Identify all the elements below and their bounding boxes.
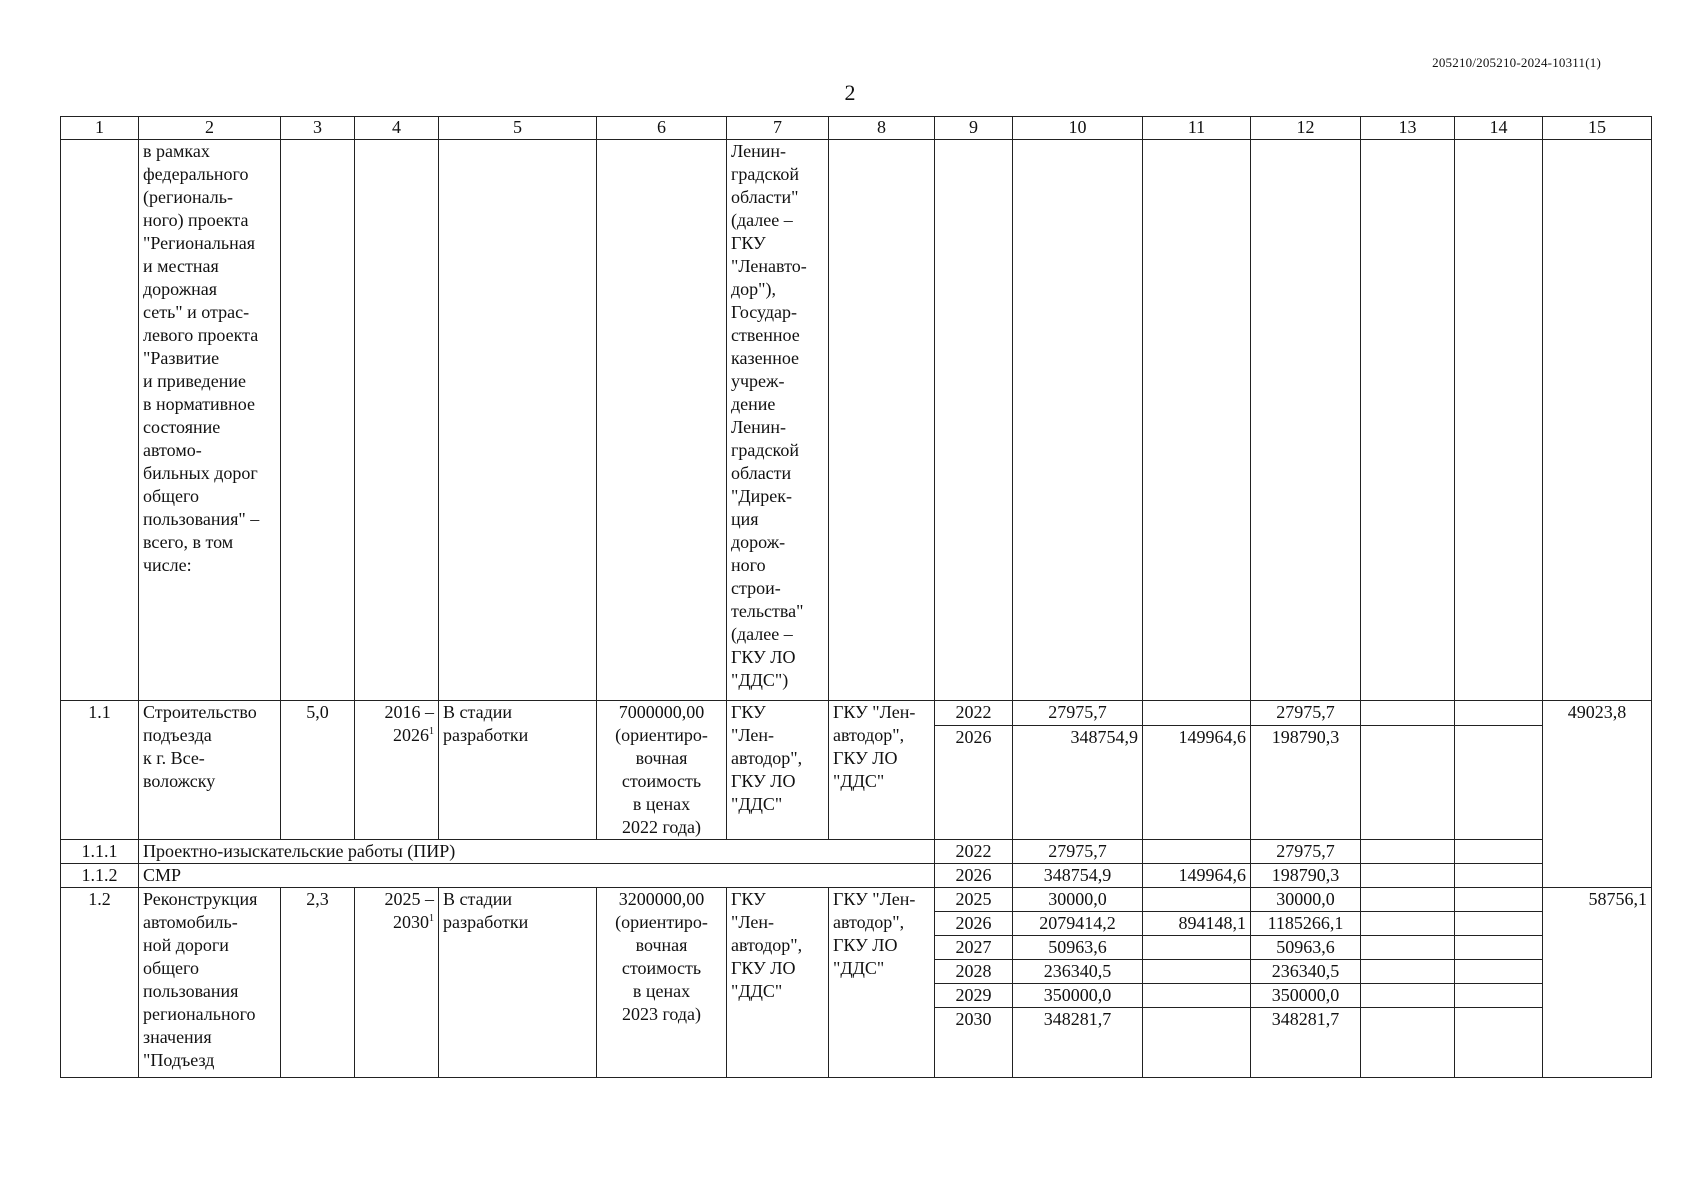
- object-name: Реконструкция автомобиль- ной дороги общего пользования регионального значения "Подъезд: [139, 888, 281, 1078]
- table-cell: [61, 140, 139, 701]
- column-number: 6: [597, 117, 727, 140]
- total-cell: 348754,9: [1013, 864, 1143, 888]
- period-start: 2016 –: [384, 702, 434, 722]
- table-row: [61, 701, 1652, 726]
- period-cell: [355, 888, 439, 1078]
- column-number-row: [61, 117, 1652, 140]
- regional-cell: 198790,3: [1251, 864, 1361, 888]
- table-cell: [1455, 888, 1543, 912]
- table-cell: [935, 140, 1013, 701]
- year-cell: 2026: [935, 864, 1013, 888]
- executor-cell: ГКУ "Лен- автодор", ГКУ ЛО "ДДС": [829, 888, 935, 1078]
- continuation-name-cell: в рамках федерального (региональ- ного) проекта "Региональная и местная дорожная сеть" и отрас- левого проекта "Развитие и приведение в нормативное состояние автомо- бильных дорог общего пользования" – всего, в том числе:: [139, 140, 281, 701]
- table-cell: [1361, 984, 1455, 1008]
- table-cell: [1455, 1008, 1543, 1078]
- customer-cell: ГКУ "Лен- автодор", ГКУ ЛО "ДДС": [727, 701, 829, 840]
- year-cell: 2022: [935, 840, 1013, 864]
- table-cell: [1455, 140, 1543, 701]
- column-number: 12: [1251, 117, 1361, 140]
- period-end: 2026: [393, 725, 429, 745]
- column-number: 1: [61, 117, 139, 140]
- year-cell: 2028: [935, 960, 1013, 984]
- table-cell: [1251, 140, 1361, 701]
- column-number: 8: [829, 117, 935, 140]
- column-number: 7: [727, 117, 829, 140]
- table-cell: [1455, 912, 1543, 936]
- column-number: 10: [1013, 117, 1143, 140]
- column-number: 2: [139, 117, 281, 140]
- table-cell: [1361, 864, 1455, 888]
- column-number: 13: [1361, 117, 1455, 140]
- object-name: Строительство подъезда к г. Все- воложску: [139, 701, 281, 840]
- total-cell: 50963,6: [1013, 936, 1143, 960]
- table-cell: [1455, 864, 1543, 888]
- length-cell: 2,3: [281, 888, 355, 1078]
- federal-cell: [1143, 840, 1251, 864]
- table-row-continuation: [61, 140, 1652, 701]
- table-cell: [1361, 960, 1455, 984]
- table-cell: [1455, 840, 1543, 864]
- regional-cell: 50963,6: [1251, 936, 1361, 960]
- regional-cell: 27975,7: [1251, 701, 1361, 726]
- row-number: 1.2: [61, 888, 139, 1078]
- stage-cell: В стадии разработки: [439, 701, 597, 840]
- executor-cell: ГКУ "Лен- автодор", ГКУ ЛО "ДДС": [829, 701, 935, 840]
- year-cell: 2025: [935, 888, 1013, 912]
- object-name: Проектно-изыскательские работы (ПИР): [139, 840, 935, 864]
- total-cell: 30000,0: [1013, 888, 1143, 912]
- regional-cell: 1185266,1: [1251, 912, 1361, 936]
- row-number: 1.1.1: [61, 840, 139, 864]
- col15-cell: 49023,8: [1543, 701, 1652, 888]
- table-cell: [1455, 725, 1543, 839]
- year-cell: 2026: [935, 912, 1013, 936]
- year-cell: 2027: [935, 936, 1013, 960]
- cost-cell: 7000000,00 (ориентиро- вочная стоимость в ценах 2022 года): [597, 701, 727, 840]
- table-cell: [1361, 840, 1455, 864]
- program-table: [60, 116, 1652, 1078]
- regional-cell: 348281,7: [1251, 1008, 1361, 1078]
- table-cell: [1543, 140, 1652, 701]
- object-name: СМР: [139, 864, 935, 888]
- table-cell: [1361, 936, 1455, 960]
- federal-cell: 149964,6: [1143, 864, 1251, 888]
- year-cell: 2029: [935, 984, 1013, 1008]
- total-cell: 236340,5: [1013, 960, 1143, 984]
- page-number: 2: [844, 80, 856, 105]
- regional-cell: 236340,5: [1251, 960, 1361, 984]
- row-number: 1.1: [61, 701, 139, 840]
- regional-cell: 350000,0: [1251, 984, 1361, 1008]
- federal-cell: 149964,6: [1143, 725, 1251, 839]
- table-cell: [1455, 936, 1543, 960]
- federal-cell: [1143, 701, 1251, 726]
- table-cell: [1455, 984, 1543, 1008]
- table-row: [61, 864, 1652, 888]
- column-number: 5: [439, 117, 597, 140]
- year-cell: 2026: [935, 725, 1013, 839]
- table-cell: [439, 140, 597, 701]
- total-cell: 2079414,2: [1013, 912, 1143, 936]
- col15-cell: 58756,1: [1543, 888, 1652, 1078]
- table-row: [61, 840, 1652, 864]
- total-cell: 348754,9: [1013, 725, 1143, 839]
- period-end: 2030: [393, 912, 429, 932]
- year-cell: 2030: [935, 1008, 1013, 1078]
- federal-cell: [1143, 960, 1251, 984]
- document-number: 205210/205210-2024-10311(1): [1432, 55, 1601, 70]
- table-cell: [1361, 1008, 1455, 1078]
- customer-cell: ГКУ "Лен- автодор", ГКУ ЛО "ДДС": [727, 888, 829, 1078]
- table-cell: [1361, 912, 1455, 936]
- table-cell: [281, 140, 355, 701]
- period-end-wrap: [359, 724, 434, 747]
- column-number: 3: [281, 117, 355, 140]
- regional-cell: 30000,0: [1251, 888, 1361, 912]
- table-cell: [1143, 140, 1251, 701]
- cost-cell: 3200000,00 (ориентиро- вочная стоимость в ценах 2023 года): [597, 888, 727, 1078]
- federal-cell: [1143, 936, 1251, 960]
- period-start: 2025 –: [384, 889, 434, 909]
- table-cell: [1361, 725, 1455, 839]
- stage-cell: В стадии разработки: [439, 888, 597, 1078]
- total-cell: 27975,7: [1013, 701, 1143, 726]
- column-number: 14: [1455, 117, 1543, 140]
- row-number: 1.1.2: [61, 864, 139, 888]
- column-number: 11: [1143, 117, 1251, 140]
- table-cell: [1455, 960, 1543, 984]
- continuation-customer-cell: Ленин- градской области" (далее – ГКУ "Ленавто- дор"), Государ- ственное казенное учреж- дение Ленин- градской области "Дирек- ция дорож- ного строи- тельства" (далее – ГКУ ЛО "ДДС"): [727, 140, 829, 701]
- period-end-wrap: [359, 911, 434, 934]
- footnote-mark: 1: [429, 726, 434, 737]
- total-cell: 27975,7: [1013, 840, 1143, 864]
- period-cell: [355, 701, 439, 840]
- table-cell: [355, 140, 439, 701]
- total-cell: 348281,7: [1013, 1008, 1143, 1078]
- federal-cell: [1143, 888, 1251, 912]
- federal-cell: 894148,1: [1143, 912, 1251, 936]
- federal-cell: [1143, 984, 1251, 1008]
- table-cell: [1361, 701, 1455, 726]
- column-number: 4: [355, 117, 439, 140]
- table-cell: [1361, 140, 1455, 701]
- column-number: 15: [1543, 117, 1652, 140]
- table-cell: [1455, 701, 1543, 726]
- length-cell: 5,0: [281, 701, 355, 840]
- year-cell: 2022: [935, 701, 1013, 726]
- federal-cell: [1143, 1008, 1251, 1078]
- regional-cell: 198790,3: [1251, 725, 1361, 839]
- table-cell: [597, 140, 727, 701]
- table-row: [61, 888, 1652, 912]
- table-cell: [829, 140, 935, 701]
- regional-cell: 27975,7: [1251, 840, 1361, 864]
- table-cell: [1013, 140, 1143, 701]
- footnote-mark: 1: [429, 913, 434, 924]
- total-cell: 350000,0: [1013, 984, 1143, 1008]
- table-cell: [1361, 888, 1455, 912]
- column-number: 9: [935, 117, 1013, 140]
